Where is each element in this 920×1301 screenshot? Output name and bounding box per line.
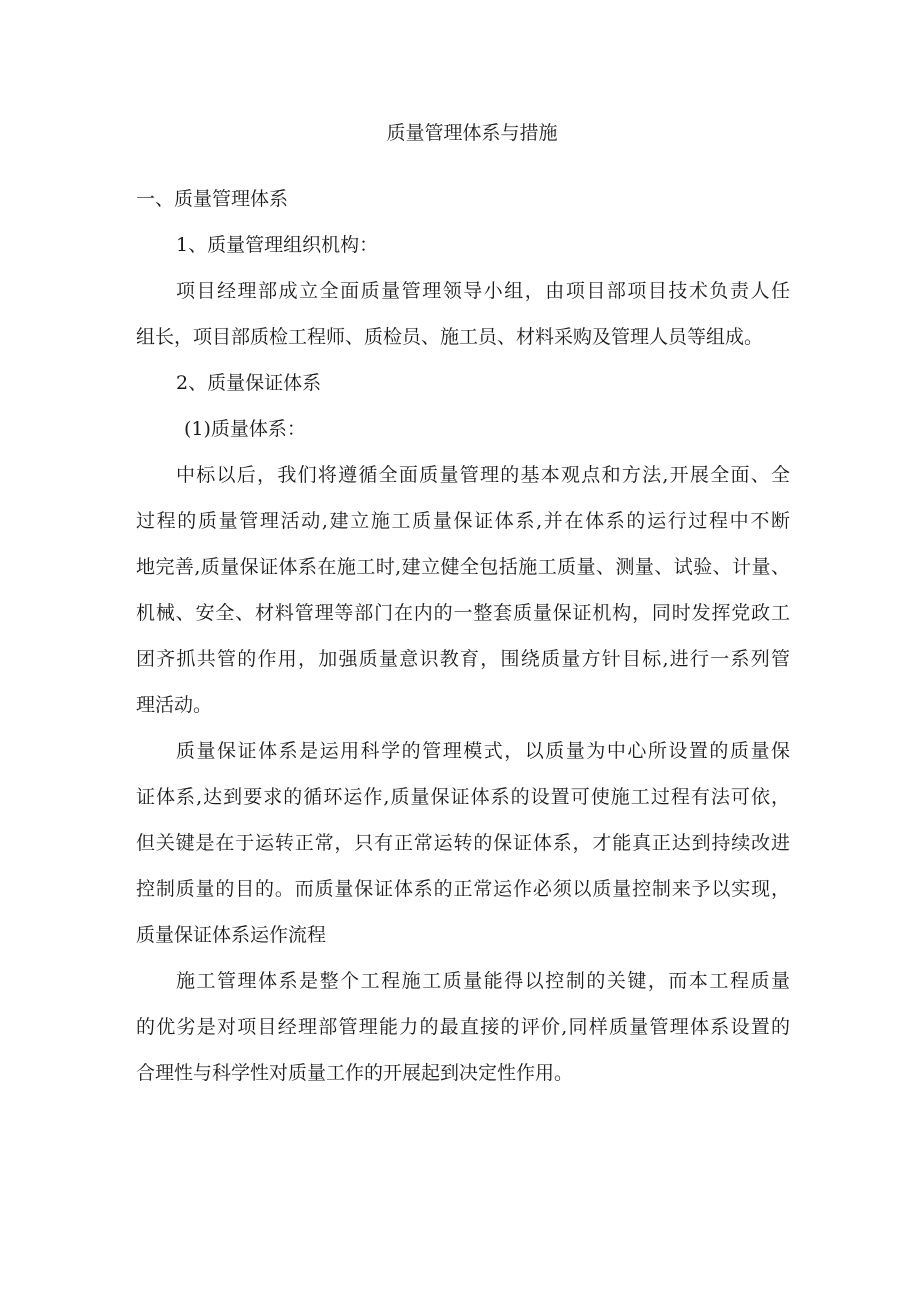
document-page	[136, 118, 790, 1096]
paragraph-line: 理活动。	[136, 694, 213, 716]
paragraph-construction-management	[136, 958, 790, 1096]
item-heading-quality-system: (1)质量体系：	[184, 418, 306, 440]
paragraph-line: 团齐抓共管的作用，加强质量意识教育，围绕质量方针目标,进行一系列管	[136, 648, 790, 670]
paragraph-line: 过程的质量管理活动,建立施工质量保证体系,并在体系的运行过程中不断	[136, 510, 790, 532]
paragraph-line: 控制质量的目的。而质量保证体系的正常运作必须以质量控制来予以实现，	[136, 878, 790, 900]
paragraph-quality-assurance-operation	[136, 728, 790, 958]
section-heading-quality-management-system: 一、质量管理体系	[136, 188, 289, 210]
paragraph-line: 合理性与科学性对质量工作的开展起到决定性作用。	[136, 1062, 574, 1084]
paragraph-line: 证体系,达到要求的循环运作,质量保证体系的设置可使施工过程有法可依，	[136, 786, 790, 808]
paragraph-line: 地完善,质量保证体系在施工时,建立健全包括施工质量、测量、试验、计量、	[136, 556, 790, 578]
paragraph-line: 施工管理体系是整个工程施工质量能得以控制的关键，而本工程质量	[176, 970, 790, 992]
paragraph-quality-system	[136, 452, 790, 728]
subsection-heading-organization: 1、质量管理组织机构：	[176, 234, 379, 256]
paragraph-organization	[136, 268, 790, 360]
paragraph-line: 质量保证体系运作流程	[136, 924, 327, 946]
paragraph-line: 但关键是在于运转正常，只有正常运转的保证体系，才能真正达到持续改进	[136, 832, 790, 854]
paragraph-line: 的优劣是对项目经理部管理能力的最直接的评价,同样质量管理体系设置的	[136, 1016, 790, 1038]
paragraph-line: 项目经理部成立全面质量管理领导小组，由项目部项目技术负责人任	[176, 280, 790, 302]
document-title: 质量管理体系与措施	[386, 122, 558, 144]
subsection-heading-quality-assurance: 2、质量保证体系	[176, 372, 322, 394]
paragraph-line: 组长，项目部质检工程师、质检员、施工员、材料采购及管理人员等组成。	[136, 326, 764, 348]
paragraph-line: 机械、安全、材料管理等部门在内的一整套质量保证机构，同时发挥党政工	[136, 602, 790, 624]
paragraph-line: 中标以后，我们将遵循全面质量管理的基本观点和方法,开展全面、全	[176, 464, 790, 486]
paragraph-line: 质量保证体系是运用科学的管理模式，以质量为中心所设置的质量保	[176, 740, 790, 762]
